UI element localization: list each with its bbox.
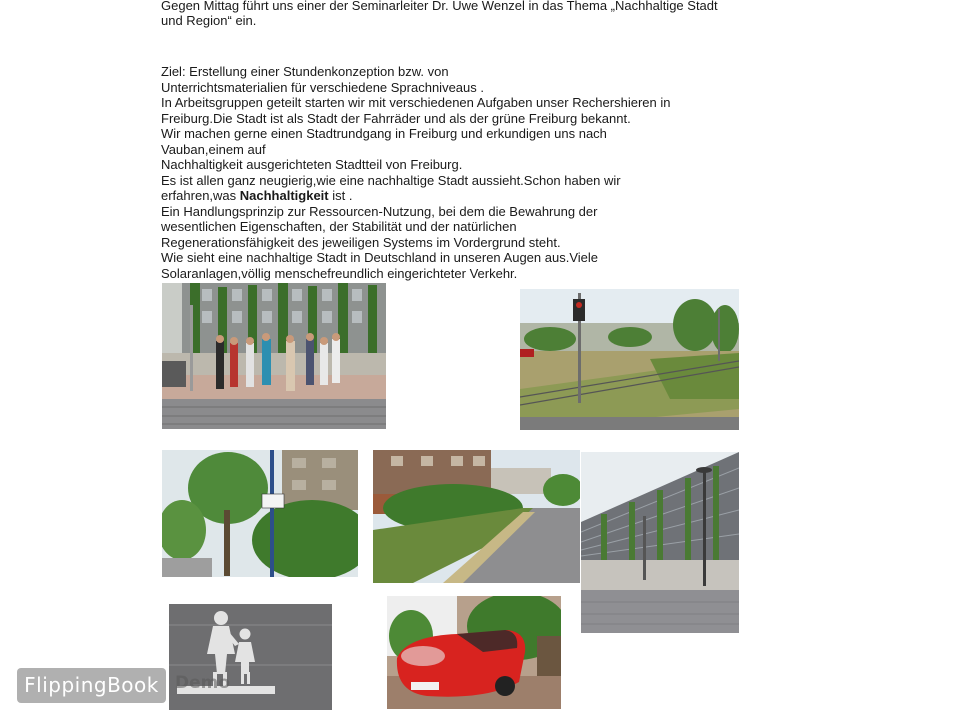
intro-paragraph bbox=[161, 0, 821, 28]
body-line: Es ist allen ganz neugierig,wie eine nachhaltige Stadt aussieht.Schon haben wir bbox=[161, 172, 621, 188]
demo-watermark: Demo bbox=[175, 673, 231, 693]
photo-tram-tracks bbox=[520, 289, 739, 430]
photo-road-hedge bbox=[373, 450, 580, 583]
body-line: Ziel: Erstellung einer Stundenkonzeption bzw. von bbox=[161, 64, 449, 79]
photo-red-vehicle bbox=[387, 596, 561, 709]
body-line: Solaranlagen,völlig menschefreundlich eingerichteter Verkehr. bbox=[161, 265, 518, 281]
photo-green-path bbox=[162, 450, 358, 577]
flippingbook-badge[interactable]: FlippingBook bbox=[17, 668, 166, 703]
body-paragraph bbox=[161, 64, 781, 281]
intro-line-1: Gegen Mittag führt uns einer der Seminarleiter Dr. Uwe Wenzel in das Thema „Nachhaltige Stadt bbox=[161, 0, 718, 13]
body-line bbox=[161, 188, 781, 204]
body-line: wesentlichen Eigenschaften, der Stabilität und der natürlichen bbox=[161, 219, 517, 234]
body-line: Unterrichtsmaterialien für verschiedene Sprachniveaus . bbox=[161, 79, 484, 95]
body-line: Nachhaltigkeit ausgerichteten Stadtteil von Freiburg. bbox=[161, 157, 463, 172]
photo-modern-building bbox=[581, 452, 739, 633]
body-text-fragment: erfahren,was bbox=[161, 188, 240, 203]
body-line: Regenerationsfähigkeit des jeweiligen Systems im Vordergrund steht. bbox=[161, 234, 561, 250]
body-text-fragment: ist . bbox=[328, 188, 353, 203]
body-line: Vauban,einem auf bbox=[161, 141, 266, 157]
body-line: In Arbeitsgruppen geteilt starten wir mit verschiedenen Aufgaben unser Rechershieren in bbox=[161, 95, 671, 110]
body-line: Freiburg.Die Stadt ist als Stadt der Fahrräder und als der grüne Freiburg bekannt. bbox=[161, 110, 631, 126]
bold-term: Nachhaltigkeit bbox=[239, 188, 329, 203]
intro-line-2: und Region“ ein. bbox=[161, 13, 257, 28]
body-line: Wie sieht eine nachhaltige Stadt in Deutschland in unseren Augen aus.Viele bbox=[161, 250, 598, 265]
photo-pedestrian-sign bbox=[169, 604, 332, 710]
photo-group-tour bbox=[162, 283, 386, 429]
body-line: Wir machen gerne einen Stadtrundgang in Freiburg und erkundigen uns nach bbox=[161, 126, 607, 141]
body-line: Ein Handlungsprinzip zur Ressourcen-Nutzung, bei dem die Bewahrung der bbox=[161, 203, 598, 219]
